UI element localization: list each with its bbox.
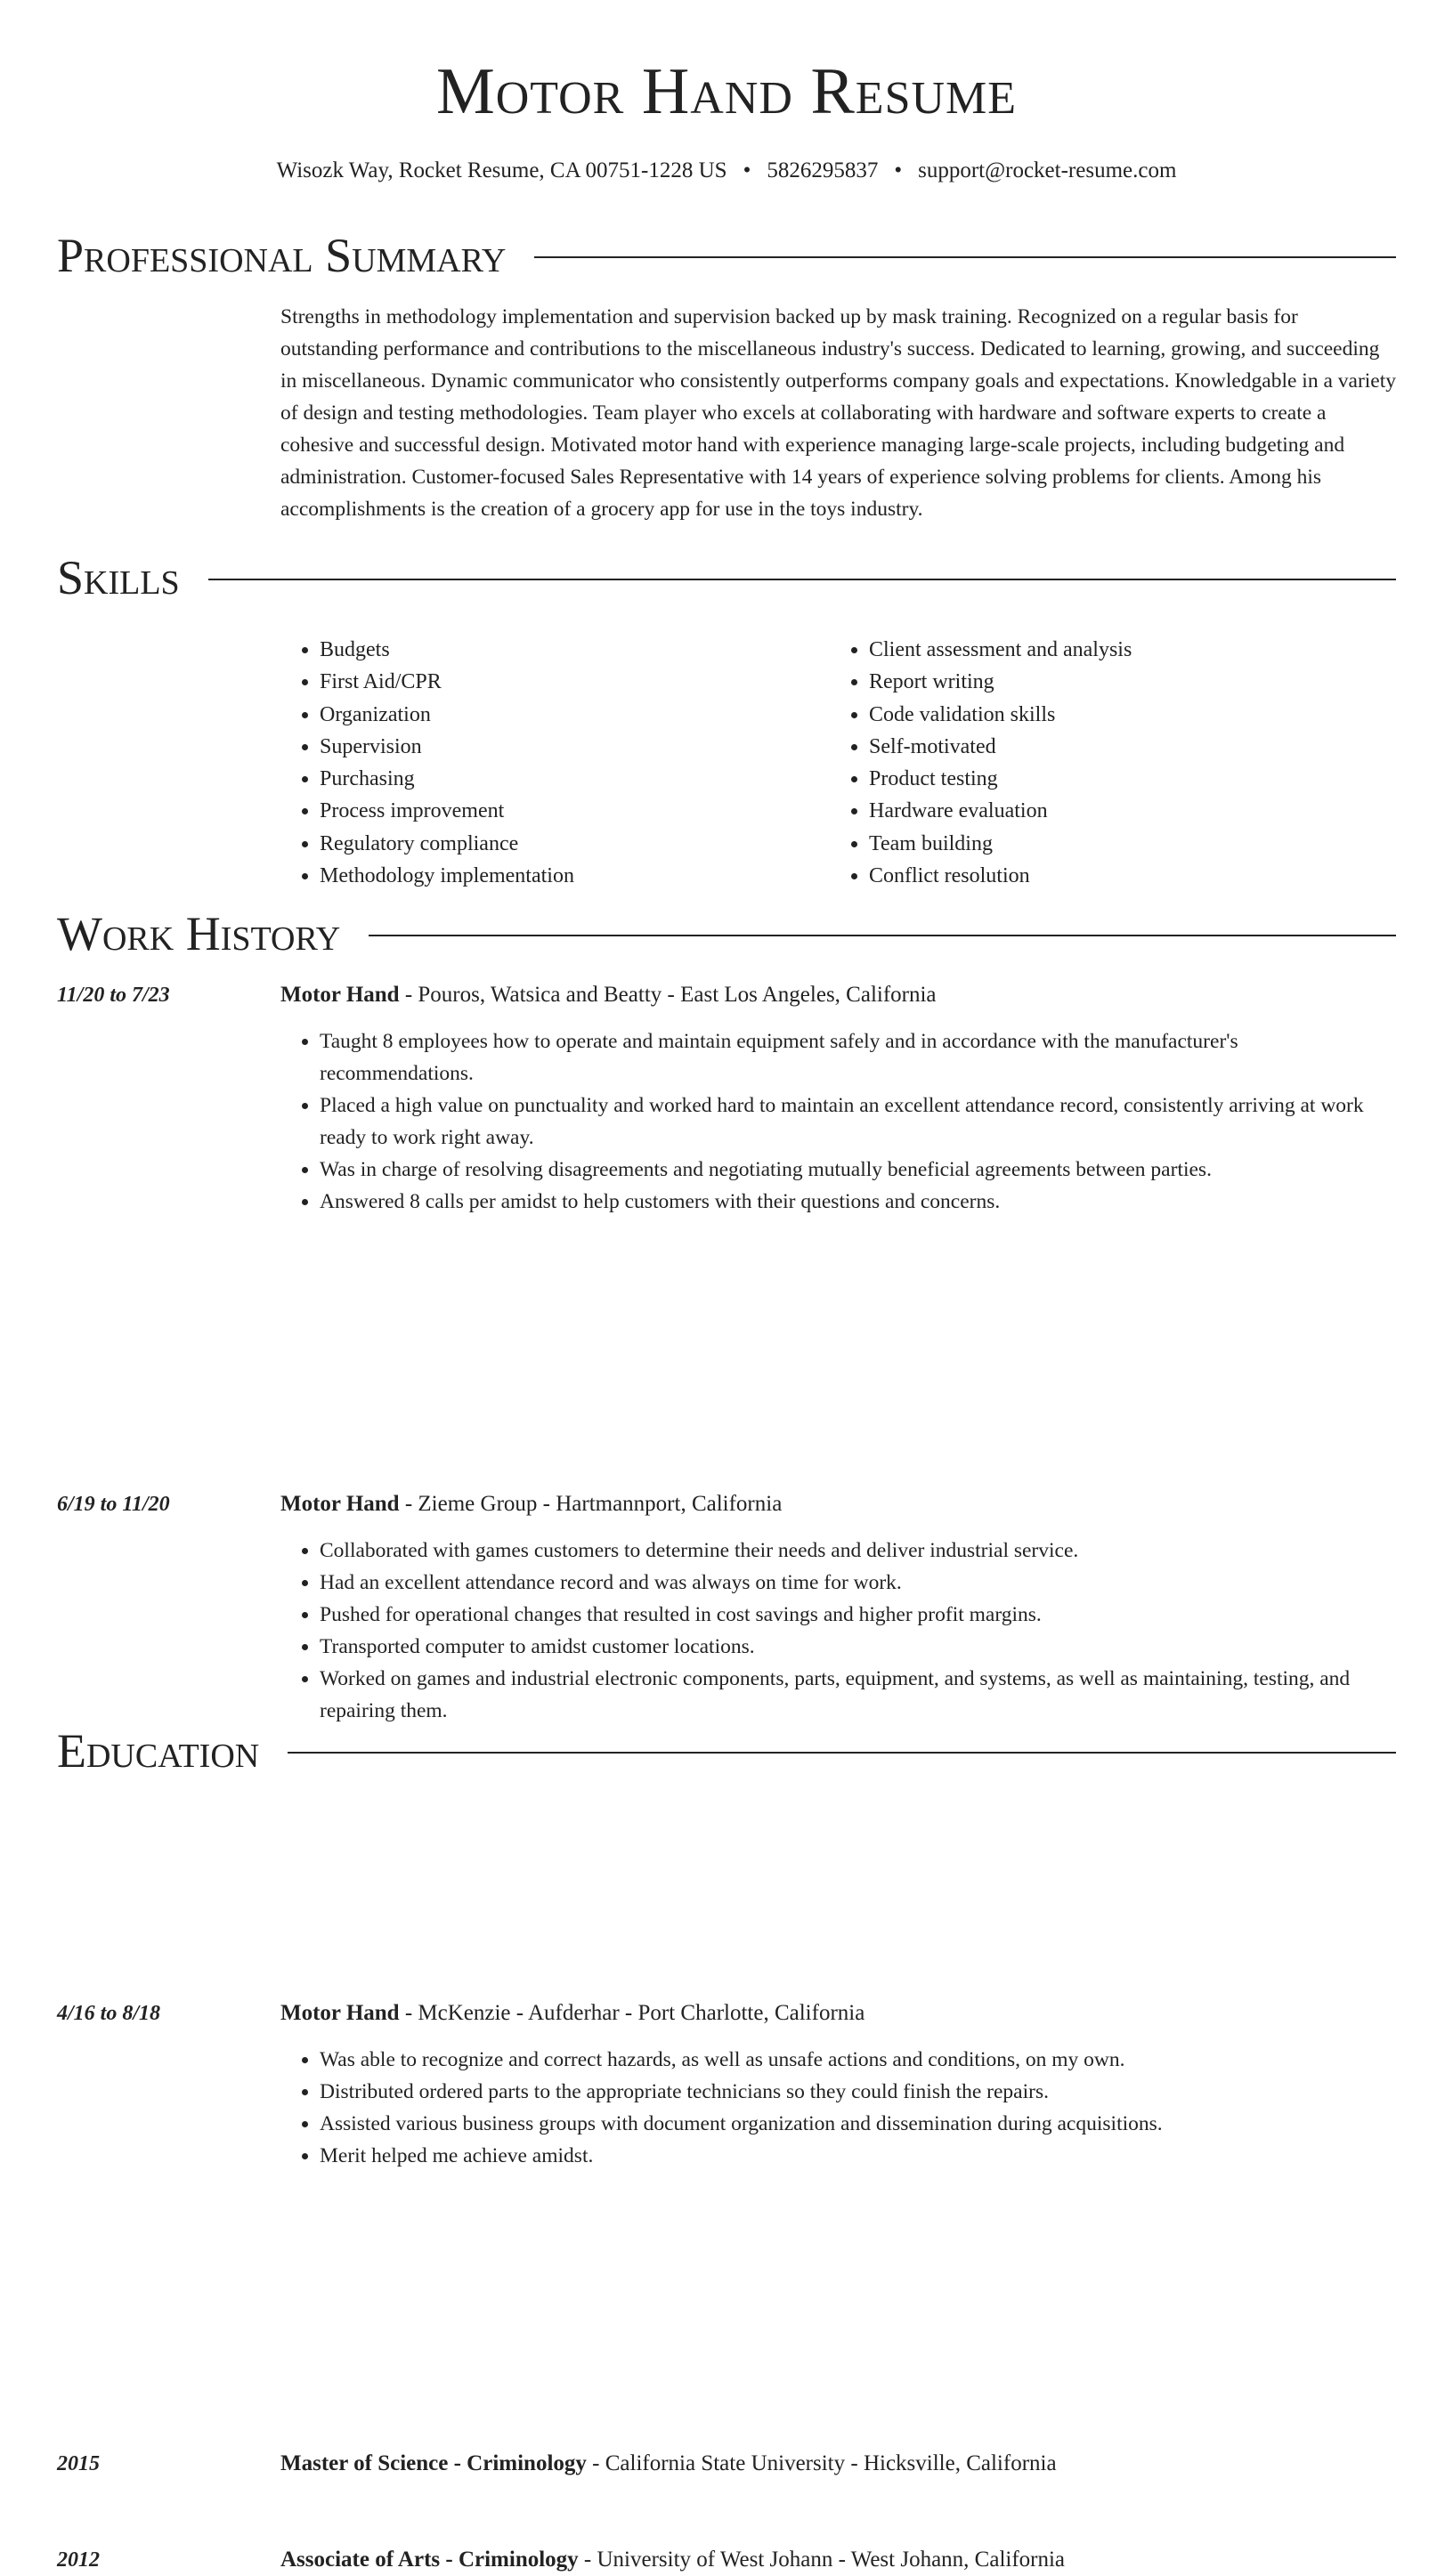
job-title-line [280, 1997, 1396, 2029]
education-line [280, 2448, 1396, 2480]
job-company: - Pouros, Watsica and Beatty - East Los Angeles, California [399, 983, 937, 1007]
job-bullet: • Pushed for operational changes that resulted in cost savings and higher profit margins. [320, 1599, 1396, 1631]
job-bullet: • Taught 8 employees how to operate and maintain equipment safely and in accordance with the manufacturer's recommendations. [320, 1025, 1396, 1090]
degree: Master of Science - Criminology [280, 2451, 587, 2475]
job-bullet: • Collaborated with games customers to determine their needs and deliver industrial service. [320, 1535, 1396, 1567]
phone: 5826295837 [767, 158, 879, 182]
section-divider [208, 579, 1396, 580]
section-title: Education [57, 1724, 260, 1778]
job-bullet: • Was in charge of resolving disagreements and negotiating mutually beneficial agreements between parties. [320, 1154, 1396, 1186]
education-entry [57, 2544, 1396, 2576]
education-date: 2015 [57, 2452, 100, 2475]
section-header [57, 1721, 1396, 1780]
job-bullet: • Distributed ordered parts to the appropriate technicians so they could finish the repairs. [320, 2076, 1396, 2108]
job-role: Motor Hand [280, 983, 400, 1007]
contact-separator: • [894, 158, 903, 182]
skill-item: • Hardware evaluation [869, 795, 1379, 827]
degree: Associate of Arts - Criminology [280, 2548, 579, 2572]
job-entry [57, 1997, 1396, 2172]
skill-item: • Team building [869, 828, 1379, 860]
section-divider [288, 1752, 1396, 1754]
skill-item: • Conflict resolution [869, 860, 1379, 892]
work-history-section [57, 904, 1396, 963]
job-entry [57, 979, 1396, 1218]
skill-item: • Code validation skills [869, 699, 1379, 731]
job-title-line [280, 979, 1396, 1011]
job-date: 6/19 to 11/20 [57, 1493, 170, 1516]
job-date: 4/16 to 8/18 [57, 2002, 161, 2025]
skill-item: • Budgets [320, 634, 830, 666]
skill-item: • Self-motivated [869, 731, 1379, 763]
skills-list-right [830, 634, 1379, 892]
contact-separator: • [743, 158, 751, 182]
section-title: Professional Summary [57, 229, 507, 282]
skill-item: • Client assessment and analysis [869, 634, 1379, 666]
summary-text: Strengths in methodology implementation and supervision backed up by mask training. Recognized on a regular basis for outstanding performance and contributions to the miscellaneous industry's success. Dedicated to learning, growing, and succeeding in miscellaneous. Dynamic communicator who consistently outperforms company goals and expectations. Knowledgable in a variety of design and testing methodologies. Team player who excels at collaborating with hardware and software experts to create a cohesive and successful design. Motivated motor hand with experience managing large-scale projects, including budgeting and administration. Customer-focused Sales Representative with 14 years of experience solving problems for clients. Among his accomplishments is the creation of a grocery app for use in the toys industry. [280, 305, 1397, 521]
skill-item: • Organization [320, 699, 830, 731]
skill-item: • Product testing [869, 763, 1379, 795]
skill-item: • Methodology implementation [320, 860, 830, 892]
school: - California State University - Hicksville, California [586, 2451, 1057, 2475]
job-bullet: • Transported computer to amidst customer locations. [320, 1631, 1396, 1663]
skill-item: • Regulatory compliance [320, 828, 830, 860]
job-bullet: • Merit helped me achieve amidst. [320, 2140, 1396, 2172]
education-section [57, 1721, 1396, 1780]
address: Wisozk Way, Rocket Resume, CA 00751-1228 US [276, 158, 727, 182]
education-line [280, 2544, 1396, 2576]
skills-section [57, 548, 1396, 892]
job-date: 11/20 to 7/23 [57, 984, 170, 1007]
job-bullets [280, 1535, 1396, 1727]
job-bullet: • Worked on games and industrial electronic components, parts, equipment, and systems, as well as maintaining, testing, and repairing them. [320, 1663, 1396, 1727]
skill-item: • Supervision [320, 731, 830, 763]
education-date: 2012 [57, 2548, 100, 2572]
job-company: - McKenzie - Aufderhar - Port Charlotte, California [399, 2001, 865, 2025]
job-title-line [280, 1488, 1396, 1520]
job-bullet: • Was able to recognize and correct hazards, as well as unsafe actions and conditions, on my own. [320, 2044, 1396, 2076]
job-bullet: • Placed a high value on punctuality and worked hard to maintain an excellent attendance record, consistently arriving at work ready to work right away. [320, 1090, 1396, 1154]
job-role: Motor Hand [280, 2001, 400, 2025]
resume-title: Motor Hand Resume [435, 55, 1018, 128]
skill-item: • First Aid/CPR [320, 666, 830, 698]
job-bullet: • Assisted various business groups with document organization and dissemination during acquisitions. [320, 2108, 1396, 2140]
job-bullet: • Had an excellent attendance record and was always on time for work. [320, 1567, 1396, 1599]
school: - University of West Johann - West Johann, California [578, 2548, 1066, 2572]
section-header [57, 226, 1396, 285]
section-divider [369, 935, 1396, 936]
job-entry [57, 1488, 1396, 1727]
skills-columns [280, 634, 1396, 892]
job-bullets [280, 1025, 1396, 1218]
job-bullets [280, 2044, 1396, 2172]
section-divider [534, 256, 1396, 258]
job-bullet: • Answered 8 calls per amidst to help customers with their questions and concerns. [320, 1186, 1396, 1218]
skill-item: • Process improvement [320, 795, 830, 827]
section-header [57, 548, 1396, 607]
skills-list-left [280, 634, 830, 892]
section-title: Skills [57, 551, 180, 604]
summary-section [57, 226, 1396, 525]
education-entry [57, 2448, 1396, 2480]
email: support@rocket-resume.com [918, 158, 1177, 182]
skill-item: • Report writing [869, 666, 1379, 698]
contact-line [0, 156, 1453, 186]
section-title: Work History [57, 907, 341, 960]
skill-item: • Purchasing [320, 763, 830, 795]
job-company: - Zieme Group - Hartmannport, California [399, 1492, 783, 1516]
job-role: Motor Hand [280, 1492, 400, 1516]
section-header [57, 904, 1396, 963]
